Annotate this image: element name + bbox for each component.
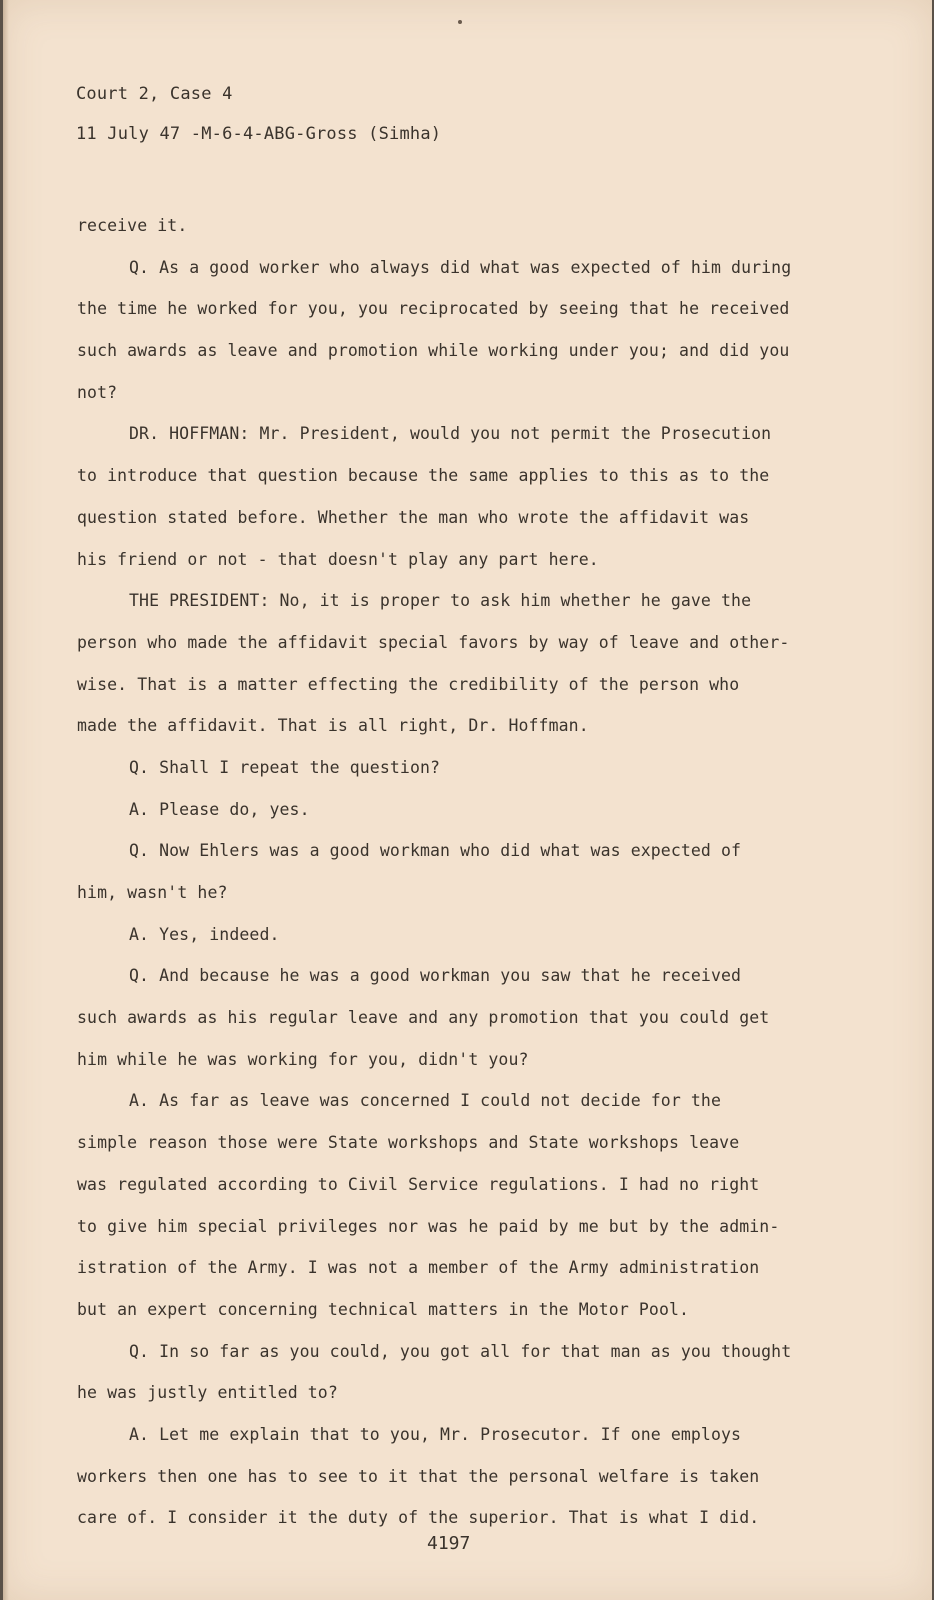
transcript-line: to introduce that question because the same applies to this as to the xyxy=(77,466,770,486)
transcript-line: him while he was working for you, didn't you? xyxy=(77,1049,529,1069)
transcript-line: Q. Now Ehlers was a good workman who did what was expected of xyxy=(129,841,742,861)
transcript-line: Q. Shall I repeat the question? xyxy=(129,757,441,777)
transcript-line: wise. That is a matter effecting the credibility of the person who xyxy=(77,674,740,694)
transcript-line: to give him special privileges nor was he paid by me but by the admin- xyxy=(77,1216,780,1236)
transcript-line: care of. I consider it the duty of the superior. That is what I did. xyxy=(77,1508,760,1528)
transcript-line: istration of the Army. I was not a member of the Army administration xyxy=(77,1258,760,1278)
transcript-line: receive it. xyxy=(77,216,188,235)
transcript-line: he was justly entitled to? xyxy=(77,1383,338,1403)
document-page xyxy=(3,0,932,1600)
transcript-line: simple reason those were State workshops and State workshops leave xyxy=(77,1133,740,1153)
transcript-line: A. Yes, indeed. xyxy=(129,924,280,944)
transcript-line: A. Please do, yes. xyxy=(129,799,310,819)
transcript-line: A. Let me explain that to you, Mr. Prosecutor. If one employs xyxy=(129,1424,742,1444)
transcript-line: Q. As a good worker who always did what was expected of him during xyxy=(129,257,792,277)
page-number: 4197 xyxy=(427,1533,471,1554)
transcript-line: A. As far as leave was concerned I could not decide for the xyxy=(129,1091,721,1111)
transcript-line: THE PRESIDENT: No, it is proper to ask him whether he gave the xyxy=(129,591,752,611)
transcript-line: the time he worked for you, you reciprocated by seeing that he received xyxy=(77,299,790,319)
transcript-line: question stated before. Whether the man who wrote the affidavit was xyxy=(77,507,750,527)
transcript-line: but an expert concerning technical matters in the Motor Pool. xyxy=(77,1299,690,1319)
transcript-line: not? xyxy=(77,382,118,402)
case-header: Court 2, Case 4 xyxy=(76,84,233,104)
paper-speck xyxy=(458,20,462,24)
transcript-body xyxy=(77,205,837,1539)
transcript-line: him, wasn't he? xyxy=(77,883,228,902)
transcript-line: workers then one has to see to it that the personal welfare is taken xyxy=(77,1466,760,1486)
transcript-line: was regulated according to Civil Service regulations. I had no right xyxy=(77,1174,760,1194)
session-header: 11 July 47 -M-6-4-ABG-Gross (Simha) xyxy=(76,124,442,144)
transcript-line: made the affidavit. That is all right, Dr. Hoffman. xyxy=(77,716,589,736)
transcript-line: Q. And because he was a good workman you saw that he received xyxy=(129,966,742,986)
transcript-line: such awards as his regular leave and any promotion that you could get xyxy=(77,1008,770,1028)
transcript-line: such awards as leave and promotion while working under you; and did you xyxy=(77,341,790,361)
transcript-line: his friend or not - that doesn't play any part here. xyxy=(77,549,599,569)
transcript-line: Q. In so far as you could, you got all for that man as you thought xyxy=(129,1341,792,1361)
transcript-line: DR. HOFFMAN: Mr. President, would you not permit the Prosecution xyxy=(129,424,772,444)
transcript-line: person who made the affidavit special favors by way of leave and other- xyxy=(77,632,790,652)
